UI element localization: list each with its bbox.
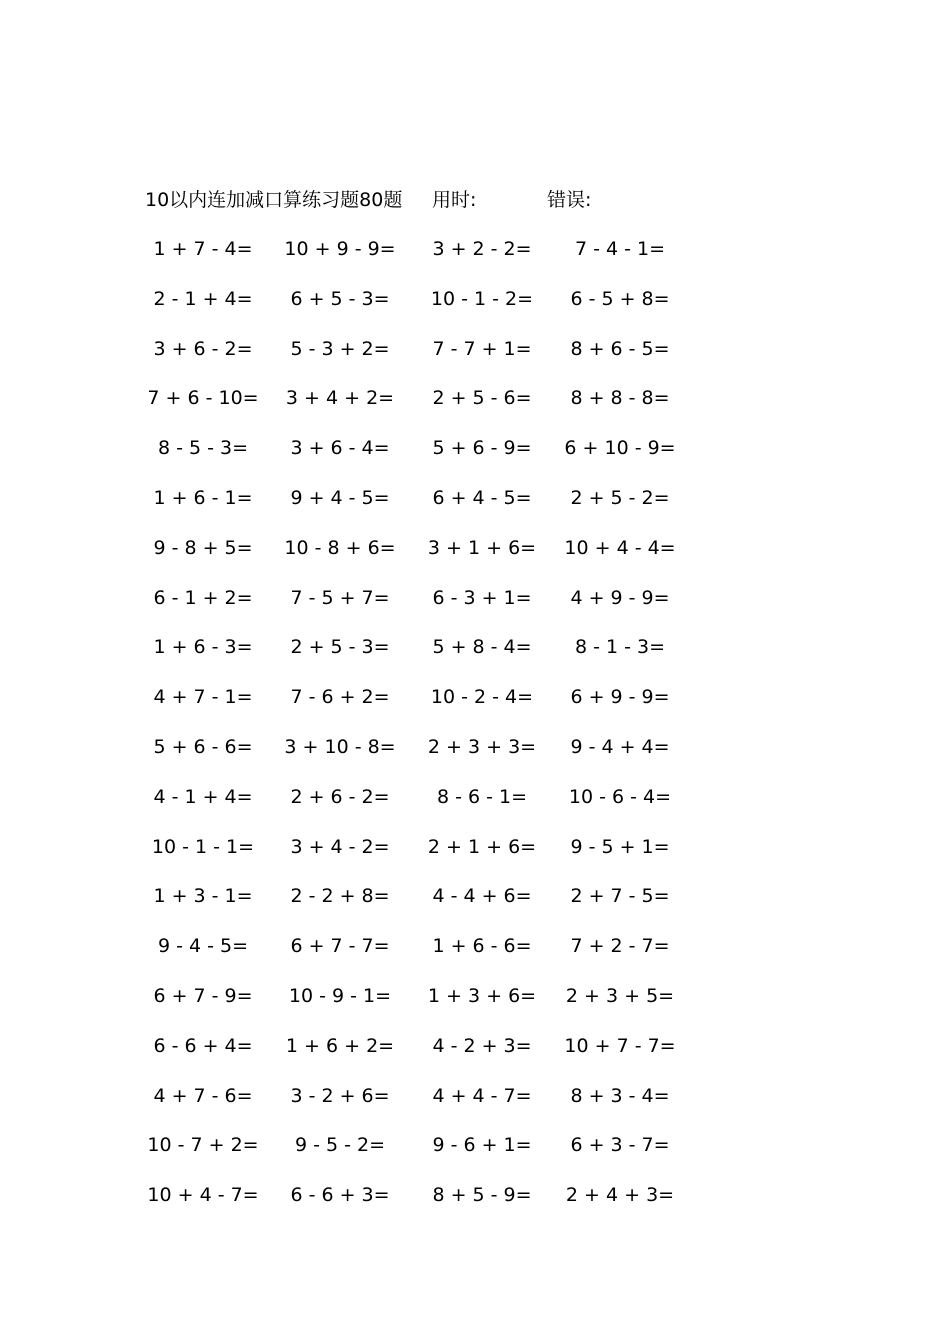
problem-row xyxy=(0,484,950,534)
arithmetic-problem: 8 - 5 - 3= xyxy=(157,437,249,460)
arithmetic-problem: 1 + 7 - 4= xyxy=(153,238,253,260)
arithmetic-problem: 8 + 5 - 9= xyxy=(432,1184,532,1207)
arithmetic-problem: 8 + 6 - 5= xyxy=(570,337,670,360)
arithmetic-problem: 7 - 5 + 7= xyxy=(290,586,390,609)
arithmetic-problem: 3 + 2 - 2= xyxy=(432,238,532,260)
arithmetic-problem: 6 + 4 - 5= xyxy=(432,486,532,509)
problem-row xyxy=(0,1082,950,1132)
arithmetic-problem: 3 + 4 + 2= xyxy=(285,387,395,410)
arithmetic-problem: 6 + 5 - 3= xyxy=(290,287,390,310)
problem-row xyxy=(0,1181,950,1231)
problem-row xyxy=(0,783,950,833)
problem-row xyxy=(0,633,950,683)
arithmetic-problem: 8 - 6 - 1= xyxy=(436,785,528,808)
arithmetic-problem: 6 + 7 - 9= xyxy=(153,984,253,1007)
arithmetic-problem: 1 + 6 - 6= xyxy=(432,935,532,958)
problem-row xyxy=(0,335,950,385)
arithmetic-problem: 10 - 8 + 6= xyxy=(284,536,396,559)
arithmetic-problem: 10 + 4 - 7= xyxy=(147,1184,259,1207)
arithmetic-problem: 7 - 6 + 2= xyxy=(290,686,390,709)
arithmetic-problem: 2 + 3 + 5= xyxy=(565,984,675,1007)
arithmetic-problem: 7 - 4 - 1= xyxy=(574,238,666,260)
arithmetic-problem: 6 - 3 + 1= xyxy=(432,586,532,609)
arithmetic-problem: 3 + 6 - 2= xyxy=(153,337,253,360)
arithmetic-problem: 7 + 6 - 10= xyxy=(147,387,259,410)
arithmetic-problem: 1 + 3 - 1= xyxy=(153,885,253,908)
arithmetic-problem: 10 + 7 - 7= xyxy=(564,1034,676,1057)
arithmetic-problem: 10 - 2 - 4= xyxy=(430,686,534,709)
arithmetic-problem: 7 - 7 + 1= xyxy=(432,337,532,360)
problem-row xyxy=(0,733,950,783)
worksheet-title: 10以内连加减口算练习题80题 xyxy=(145,189,403,211)
arithmetic-problem: 2 + 3 + 3= xyxy=(427,735,537,758)
arithmetic-problem: 1 + 6 + 2= xyxy=(285,1034,395,1057)
problem-row xyxy=(0,683,950,733)
problem-row xyxy=(0,434,950,484)
arithmetic-problem: 3 + 6 - 4= xyxy=(290,437,390,460)
arithmetic-problem: 2 + 5 - 3= xyxy=(290,636,390,659)
arithmetic-problem: 3 + 4 - 2= xyxy=(290,835,390,858)
arithmetic-problem: 6 + 10 - 9= xyxy=(564,437,676,460)
arithmetic-problem: 2 + 5 - 6= xyxy=(432,387,532,410)
arithmetic-problem: 9 - 4 + 4= xyxy=(570,735,670,758)
arithmetic-problem: 10 - 6 - 4= xyxy=(568,785,672,808)
arithmetic-problem: 2 + 4 + 3= xyxy=(565,1184,675,1207)
problem-row xyxy=(0,584,950,634)
problem-grid xyxy=(0,235,950,1231)
problem-row xyxy=(0,384,950,434)
problem-row xyxy=(0,833,950,883)
arithmetic-problem: 1 + 6 - 3= xyxy=(153,636,253,659)
arithmetic-problem: 8 + 8 - 8= xyxy=(570,387,670,410)
arithmetic-problem: 4 + 9 - 9= xyxy=(570,586,670,609)
arithmetic-problem: 2 + 5 - 2= xyxy=(570,486,670,509)
arithmetic-problem: 2 - 2 + 8= xyxy=(290,885,390,908)
problem-row xyxy=(0,1131,950,1181)
problem-row xyxy=(0,285,950,335)
arithmetic-problem: 4 + 4 - 7= xyxy=(432,1084,532,1107)
arithmetic-problem: 4 + 7 - 6= xyxy=(153,1084,253,1107)
arithmetic-problem: 8 + 3 - 4= xyxy=(570,1084,670,1107)
problem-row xyxy=(0,932,950,982)
arithmetic-problem: 9 - 6 + 1= xyxy=(432,1134,532,1157)
arithmetic-problem: 6 + 7 - 7= xyxy=(290,935,390,958)
arithmetic-problem: 10 - 1 - 1= xyxy=(151,835,255,858)
arithmetic-problem: 2 - 1 + 4= xyxy=(153,287,253,310)
problem-row xyxy=(0,882,950,932)
arithmetic-problem: 5 + 6 - 6= xyxy=(153,735,253,758)
arithmetic-problem: 9 - 5 - 2= xyxy=(294,1134,386,1157)
problem-row xyxy=(0,1032,950,1082)
arithmetic-problem: 1 + 6 - 1= xyxy=(153,486,253,509)
arithmetic-problem: 9 - 4 - 5= xyxy=(157,935,249,958)
arithmetic-problem: 6 - 6 + 3= xyxy=(290,1184,390,1207)
arithmetic-problem: 4 - 1 + 4= xyxy=(153,785,253,808)
arithmetic-problem: 7 + 2 - 7= xyxy=(570,935,670,958)
arithmetic-problem: 10 + 9 - 9= xyxy=(284,238,396,260)
arithmetic-problem: 4 + 7 - 1= xyxy=(153,686,253,709)
arithmetic-problem: 3 + 1 + 6= xyxy=(427,536,537,559)
arithmetic-problem: 5 + 6 - 9= xyxy=(432,437,532,460)
arithmetic-problem: 4 - 4 + 6= xyxy=(432,885,532,908)
arithmetic-problem: 8 - 1 - 3= xyxy=(574,636,666,659)
problem-row xyxy=(0,235,950,285)
arithmetic-problem: 10 - 7 + 2= xyxy=(147,1134,259,1157)
arithmetic-problem: 2 + 1 + 6= xyxy=(427,835,537,858)
arithmetic-problem: 6 - 5 + 8= xyxy=(570,287,670,310)
arithmetic-problem: 2 + 6 - 2= xyxy=(290,785,390,808)
arithmetic-problem: 9 - 5 + 1= xyxy=(570,835,670,858)
worksheet-header xyxy=(0,186,950,214)
arithmetic-problem: 9 - 8 + 5= xyxy=(153,536,253,559)
arithmetic-problem: 9 + 4 - 5= xyxy=(290,486,390,509)
problem-row xyxy=(0,534,950,584)
arithmetic-problem: 2 + 7 - 5= xyxy=(570,885,670,908)
arithmetic-problem: 10 - 1 - 2= xyxy=(430,287,534,310)
problem-row xyxy=(0,982,950,1032)
arithmetic-problem: 10 + 4 - 4= xyxy=(564,536,676,559)
arithmetic-problem: 6 - 6 + 4= xyxy=(153,1034,253,1057)
arithmetic-problem: 3 - 2 + 6= xyxy=(290,1084,390,1107)
time-used-label: 用时: xyxy=(432,189,477,211)
arithmetic-problem: 6 - 1 + 2= xyxy=(153,586,253,609)
arithmetic-problem: 4 - 2 + 3= xyxy=(432,1034,532,1057)
arithmetic-problem: 5 + 8 - 4= xyxy=(432,636,532,659)
arithmetic-problem: 5 - 3 + 2= xyxy=(290,337,390,360)
arithmetic-problem: 10 - 9 - 1= xyxy=(288,984,392,1007)
arithmetic-problem: 6 + 9 - 9= xyxy=(570,686,670,709)
arithmetic-problem: 3 + 10 - 8= xyxy=(284,735,396,758)
error-count-label: 错误: xyxy=(547,189,592,211)
arithmetic-problem: 6 + 3 - 7= xyxy=(570,1134,670,1157)
arithmetic-problem: 1 + 3 + 6= xyxy=(427,984,537,1007)
